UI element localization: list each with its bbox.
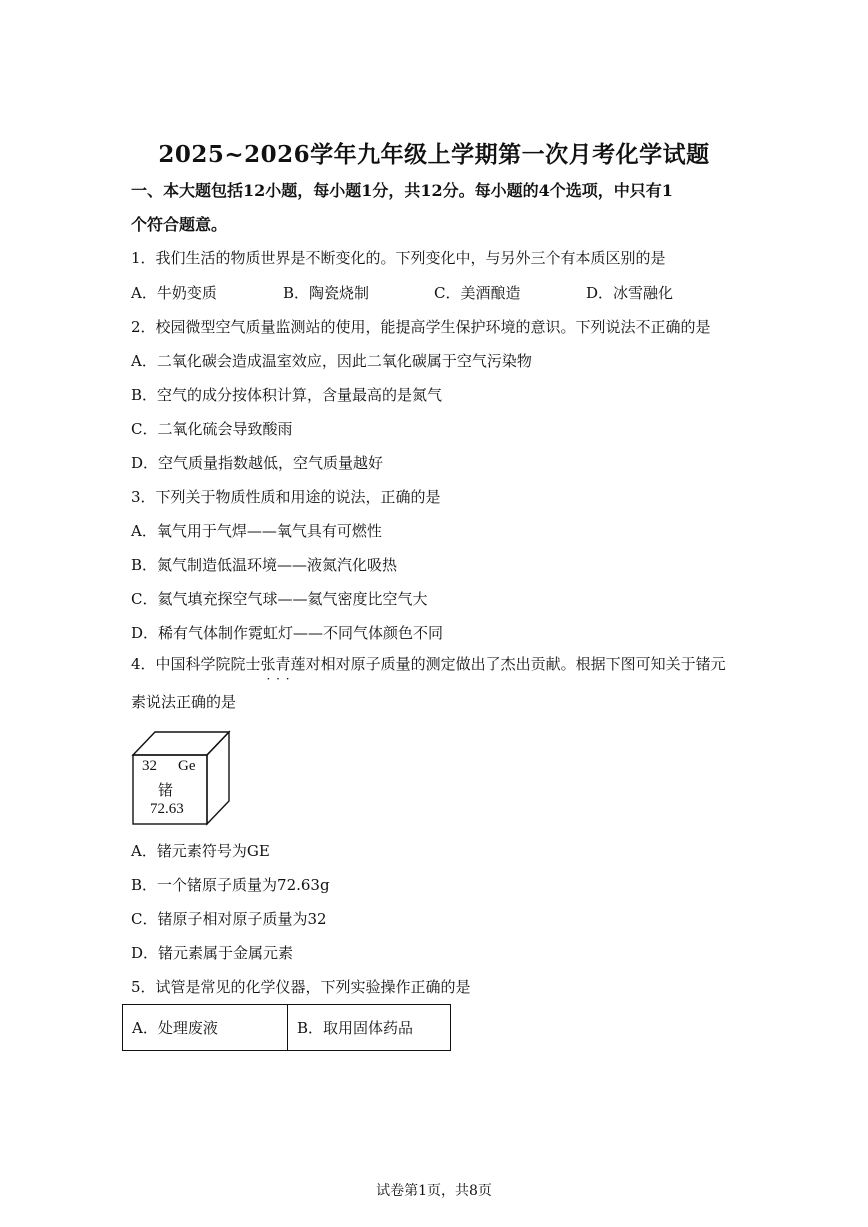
question-4-emphasized-name: 张青莲 · · · — [261, 655, 306, 673]
question-3-option-a: A．氧气用于气焊——氧气具有可燃性 — [131, 522, 382, 540]
element-name: 锗 — [158, 783, 174, 799]
exam-title: 2025~2026学年九年级上学期第一次月考化学试题 — [158, 141, 710, 168]
question-4-option-d: D．锗元素属于金属元素 — [131, 944, 294, 962]
question-1-option-c: C．美酒酿造 — [434, 284, 521, 302]
element-symbol: Ge — [178, 758, 196, 774]
question-1-stem: 1．我们生活的物质世界是不断变化的。下列变化中，与另外三个有本质区别的是 — [131, 249, 666, 267]
question-1-option-d: D．冰雪融化 — [586, 284, 674, 302]
question-5-option-b: B．取用固体药品 — [288, 1005, 451, 1051]
question-2-option-a: A．二氧化碳会造成温室效应，因此二氧化碳属于空气污染物 — [131, 352, 532, 370]
element-cube-diagram — [126, 728, 236, 828]
question-2-stem: 2．校园微型空气质量监测站的使用，能提高学生保护环境的意识。下列说法不正确的是 — [131, 318, 711, 336]
element-atomic-mass: 72.63 — [150, 801, 184, 817]
section-heading-line1: 一、本大题包括12小题，每小题1分，共12分。每小题的4个选项，中只有1 — [131, 181, 673, 200]
question-3-option-c: C．氦气填充探空气球——氦气密度比空气大 — [131, 590, 428, 608]
question-1-option-a: A．牛奶变质 — [131, 284, 217, 302]
question-5-options-table — [122, 1004, 451, 1051]
question-3-option-d: D．稀有气体制作霓虹灯——不同气体颜色不同 — [131, 624, 444, 642]
cube-side-face — [207, 732, 229, 824]
element-atomic-number: 32 — [142, 758, 157, 774]
question-3-option-b: B．氮气制造低温环境——液氮汽化吸热 — [131, 556, 398, 574]
question-3-stem: 3．下列关于物质性质和用途的说法，正确的是 — [131, 488, 441, 506]
question-5-stem: 5．试管是常见的化学仪器，下列实验操作正确的是 — [131, 978, 471, 996]
question-2-option-d: D．空气质量指数越低，空气质量越好 — [131, 454, 384, 472]
question-4-stem — [131, 654, 726, 674]
page-footer: 试卷第1页，共8页 — [376, 1183, 492, 1199]
question-4-option-a: A．锗元素符号为GE — [131, 842, 270, 860]
question-4-option-b: B．一个锗原子质量为72.63g — [131, 876, 330, 894]
question-2-option-b: B．空气的成分按体积计算，含量最高的是氮气 — [131, 386, 443, 404]
question-2-option-c: C．二氧化硫会导致酸雨 — [131, 420, 293, 438]
question-4-stem-line2: 素说法正确的是 — [131, 693, 237, 711]
question-4-stem-part1: 4．中国科学院院士 — [131, 655, 261, 673]
cube-top-face — [133, 732, 229, 755]
table-row — [123, 1005, 451, 1051]
section-heading-line2: 个符合题意。 — [131, 215, 228, 234]
question-5-option-a: A．处理废液 — [123, 1005, 288, 1051]
question-1-option-b: B．陶瓷烧制 — [283, 284, 370, 302]
question-4-option-c: C．锗原子相对原子质量为32 — [131, 910, 327, 928]
question-4-stem-part2: 对相对原子质量的测定做出了杰出贡献。根据下图可知关于锗元 — [305, 655, 726, 673]
section-heading — [131, 174, 741, 242]
